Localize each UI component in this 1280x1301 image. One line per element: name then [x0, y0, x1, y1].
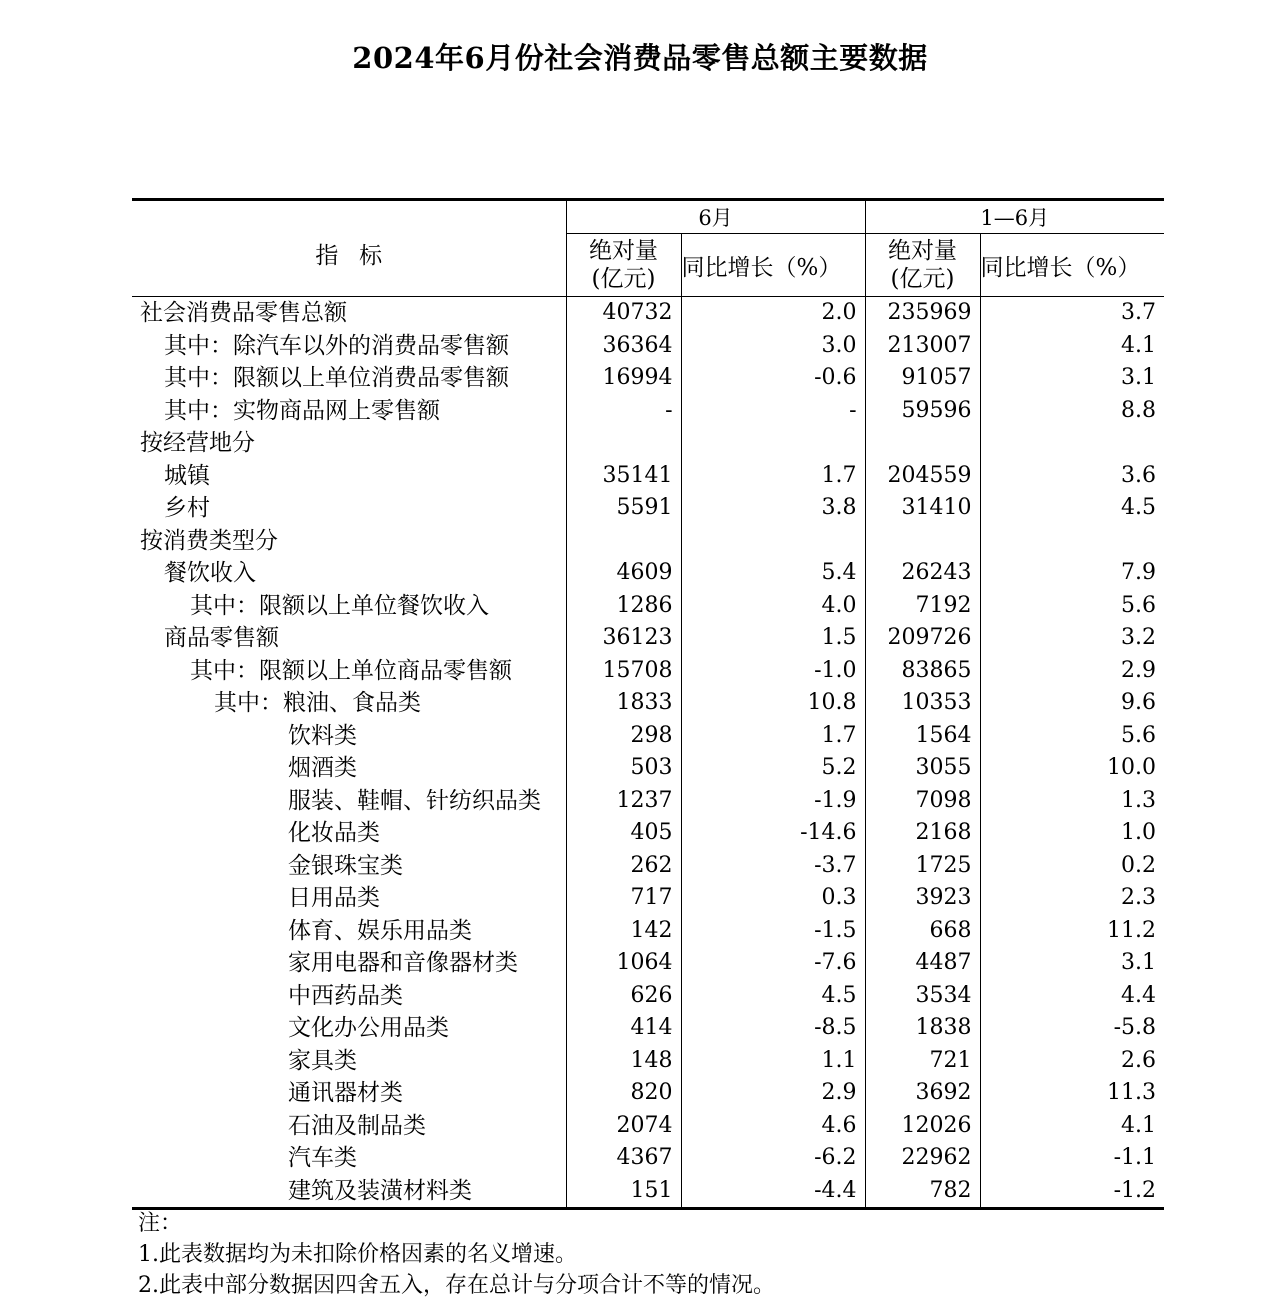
cell-june-yoy: 3.8: [681, 492, 865, 525]
table-row: [132, 1142, 1164, 1175]
table-row: [132, 330, 1164, 363]
cell-june-yoy: -4.4: [681, 1175, 865, 1209]
cell-cumulative-yoy: 3.7: [1121, 300, 1157, 326]
table-row: [132, 915, 1164, 948]
cell-cumulative-absolute: 668: [865, 915, 980, 948]
column-header-cumulative-yoy: 同比增长（%）: [980, 234, 1164, 297]
row-label: 餐饮收入: [132, 557, 566, 590]
row-label: 乡村: [132, 492, 566, 525]
cell-june-absolute: 5591: [566, 492, 681, 525]
table-row: [132, 557, 1164, 590]
row-label: 文化办公用品类: [132, 1012, 566, 1045]
row-label: 其中：除汽车以外的消费品零售额: [132, 330, 566, 363]
column-group-jan-jun: 1—6月: [865, 200, 1164, 234]
cell-june-yoy: -1.5: [681, 915, 865, 948]
cell-cumulative-yoy: 11.3: [1107, 1080, 1157, 1106]
cell-june-absolute: 820: [566, 1077, 681, 1110]
cell-cumulative-absolute: 204559: [865, 460, 980, 493]
cell-cumulative-absolute: 3923: [865, 882, 980, 915]
cell-june-absolute: 1833: [566, 687, 681, 720]
table-row: [132, 1110, 1164, 1143]
row-label: 社会消费品零售总额: [132, 297, 566, 330]
cell-cumulative-absolute: 83865: [865, 655, 980, 688]
table-row: [132, 947, 1164, 980]
row-label: 商品零售额: [132, 622, 566, 655]
cell-cumulative-absolute: 213007: [865, 330, 980, 363]
table-body: [132, 297, 1164, 1209]
row-label: 家用电器和音像器材类: [132, 947, 566, 980]
cell-cumulative-absolute: 721: [865, 1045, 980, 1078]
cell-cumulative-yoy: 1.0: [1121, 820, 1157, 846]
cell-cumulative-absolute: 3534: [865, 980, 980, 1013]
column-header-june-yoy: 同比增长（%）: [681, 234, 865, 297]
table-row: [132, 850, 1164, 883]
row-label: 按消费类型分: [132, 525, 566, 558]
row-label: 其中：限额以上单位消费品零售额: [132, 362, 566, 395]
cell-cumulative-yoy: 8.8: [1121, 397, 1157, 423]
table-row: [132, 720, 1164, 753]
cell-june-absolute: 262: [566, 850, 681, 883]
cell-cumulative-absolute: 31410: [865, 492, 980, 525]
cell-june-yoy: -1.9: [681, 785, 865, 818]
table-row: [132, 882, 1164, 915]
cell-cumulative-yoy: 0.2: [1121, 852, 1157, 878]
cell-june-yoy: -: [681, 395, 865, 428]
row-label: 饮料类: [132, 720, 566, 753]
row-label: 中西药品类: [132, 980, 566, 1013]
cell-cumulative-yoy: 4.1: [1121, 332, 1157, 358]
cell-june-absolute: 4367: [566, 1142, 681, 1175]
cell-june-absolute: 142: [566, 915, 681, 948]
cell-june-absolute: 35141: [566, 460, 681, 493]
cell-june-absolute: 1064: [566, 947, 681, 980]
cell-cumulative-absolute: 7098: [865, 785, 980, 818]
cell-cumulative-yoy: 4.4: [1121, 982, 1157, 1008]
cell-june-yoy: -0.6: [681, 362, 865, 395]
row-label: 其中：限额以上单位餐饮收入: [132, 590, 566, 623]
cell-june-absolute: 4609: [566, 557, 681, 590]
cell-cumulative-yoy: [980, 427, 1164, 460]
row-label: 通讯器材类: [132, 1077, 566, 1110]
cell-june-yoy: -14.6: [681, 817, 865, 850]
row-label: 其中：实物商品网上零售额: [132, 395, 566, 428]
row-label: 金银珠宝类: [132, 850, 566, 883]
row-label: 服装、鞋帽、针纺织品类: [132, 785, 566, 818]
cell-june-yoy: -8.5: [681, 1012, 865, 1045]
cell-june-absolute: 2074: [566, 1110, 681, 1143]
table-row: [132, 460, 1164, 493]
cell-cumulative-absolute: 2168: [865, 817, 980, 850]
cell-cumulative-yoy: 4.1: [1121, 1112, 1157, 1138]
cell-june-absolute: 405: [566, 817, 681, 850]
cell-june-yoy: [681, 427, 865, 460]
cell-cumulative-yoy: 3.6: [1121, 462, 1157, 488]
cell-june-absolute: [566, 427, 681, 460]
cell-june-yoy: 10.8: [681, 687, 865, 720]
notes-heading: 注：: [138, 1211, 183, 1236]
table-row: [132, 362, 1164, 395]
cell-cumulative-absolute: 1564: [865, 720, 980, 753]
cell-cumulative-absolute: 235969: [865, 297, 980, 330]
cell-june-yoy: 4.6: [681, 1110, 865, 1143]
cell-june-yoy: 1.7: [681, 720, 865, 753]
row-label: 日用品类: [132, 882, 566, 915]
cell-june-absolute: 40732: [566, 297, 681, 330]
cell-june-absolute: 626: [566, 980, 681, 1013]
cell-cumulative-absolute: 3692: [865, 1077, 980, 1110]
cell-june-yoy: -7.6: [681, 947, 865, 980]
cell-cumulative-absolute: [865, 525, 980, 558]
cell-cumulative-yoy: 2.6: [1121, 1047, 1157, 1073]
table-row: [132, 817, 1164, 850]
row-label: 城镇: [132, 460, 566, 493]
cell-cumulative-yoy: 3.2: [1121, 625, 1157, 651]
table-row: [132, 395, 1164, 428]
cell-june-absolute: 36123: [566, 622, 681, 655]
cell-june-absolute: [566, 525, 681, 558]
cell-cumulative-yoy: 3.1: [1121, 365, 1157, 391]
cell-cumulative-yoy: 9.6: [1121, 690, 1157, 716]
cell-cumulative-yoy: 11.2: [1107, 917, 1157, 943]
table-row: [132, 525, 1164, 558]
page-title: 2024年6月份社会消费品零售总额主要数据: [352, 41, 928, 75]
cell-cumulative-absolute: 59596: [865, 395, 980, 428]
cell-june-yoy: 0.3: [681, 882, 865, 915]
cell-june-absolute: 15708: [566, 655, 681, 688]
cell-cumulative-absolute: 1725: [865, 850, 980, 883]
table-row: [132, 980, 1164, 1013]
table-row: [132, 655, 1164, 688]
cell-cumulative-absolute: 10353: [865, 687, 980, 720]
cell-cumulative-absolute: 1838: [865, 1012, 980, 1045]
cell-june-yoy: 3.0: [681, 330, 865, 363]
table-row: [132, 1012, 1164, 1045]
cell-cumulative-absolute: 26243: [865, 557, 980, 590]
row-label: 建筑及装潢材料类: [132, 1175, 566, 1209]
row-label: 石油及制品类: [132, 1110, 566, 1143]
cell-june-absolute: 1237: [566, 785, 681, 818]
table-row: [132, 1175, 1164, 1209]
table-row: [132, 1045, 1164, 1078]
column-header-june-absolute: 绝对量 (亿元): [566, 234, 681, 297]
cell-cumulative-absolute: 782: [865, 1175, 980, 1209]
retail-sales-table: [132, 198, 1164, 1210]
table-row: [132, 687, 1164, 720]
table-row: [132, 492, 1164, 525]
row-label: 其中：限额以上单位商品零售额: [132, 655, 566, 688]
notes: [138, 1208, 775, 1301]
cell-cumulative-absolute: 22962: [865, 1142, 980, 1175]
cell-june-yoy: 1.1: [681, 1045, 865, 1078]
table-row: [132, 590, 1164, 623]
note-item: 1.此表数据均为未扣除价格因素的名义增速。: [138, 1242, 577, 1267]
cell-cumulative-yoy: -1.1: [1113, 1145, 1157, 1171]
cell-cumulative-yoy: [980, 525, 1164, 558]
table-row: [132, 785, 1164, 818]
cell-cumulative-yoy: 10.0: [1107, 755, 1157, 781]
note-item: 2.此表中部分数据因四舍五入，存在总计与分项合计不等的情况。: [138, 1273, 775, 1298]
cell-june-yoy: 5.4: [681, 557, 865, 590]
cell-june-absolute: 298: [566, 720, 681, 753]
row-label: 家具类: [132, 1045, 566, 1078]
cell-cumulative-yoy: 2.9: [1121, 657, 1157, 683]
cell-june-yoy: 2.0: [681, 297, 865, 330]
cell-june-absolute: 151: [566, 1175, 681, 1209]
row-label: 其中：粮油、食品类: [132, 687, 566, 720]
cell-june-yoy: 1.7: [681, 460, 865, 493]
cell-cumulative-yoy: 5.6: [1121, 722, 1157, 748]
cell-june-yoy: -1.0: [681, 655, 865, 688]
cell-june-absolute: 1286: [566, 590, 681, 623]
cell-june-yoy: 4.0: [681, 590, 865, 623]
cell-cumulative-absolute: 91057: [865, 362, 980, 395]
cell-cumulative-yoy: -5.8: [1113, 1015, 1157, 1041]
cell-june-yoy: [681, 525, 865, 558]
cell-cumulative-absolute: 12026: [865, 1110, 980, 1143]
cell-cumulative-yoy: 1.3: [1121, 787, 1157, 813]
cell-cumulative-absolute: 209726: [865, 622, 980, 655]
table-row: [132, 752, 1164, 785]
cell-june-yoy: -6.2: [681, 1142, 865, 1175]
column-header-indicator: 指标: [132, 200, 566, 297]
row-label: 按经营地分: [132, 427, 566, 460]
row-label: 化妆品类: [132, 817, 566, 850]
cell-cumulative-absolute: 4487: [865, 947, 980, 980]
row-label: 体育、娱乐用品类: [132, 915, 566, 948]
cell-june-absolute: 717: [566, 882, 681, 915]
cell-june-absolute: 16994: [566, 362, 681, 395]
cell-cumulative-yoy: 4.5: [1121, 495, 1157, 521]
cell-cumulative-absolute: 7192: [865, 590, 980, 623]
table-row: [132, 1077, 1164, 1110]
row-label: 汽车类: [132, 1142, 566, 1175]
cell-june-yoy: 4.5: [681, 980, 865, 1013]
cell-cumulative-absolute: 3055: [865, 752, 980, 785]
row-label: 烟酒类: [132, 752, 566, 785]
cell-cumulative-yoy: 3.1: [1121, 950, 1157, 976]
table-row: [132, 622, 1164, 655]
cell-june-absolute: 414: [566, 1012, 681, 1045]
table-row: [132, 297, 1164, 330]
cell-cumulative-yoy: -1.2: [980, 1175, 1164, 1209]
cell-cumulative-yoy: 2.3: [1121, 885, 1157, 911]
cell-june-yoy: 5.2: [681, 752, 865, 785]
cell-june-absolute: -: [566, 395, 681, 428]
cell-cumulative-yoy: 5.6: [1121, 592, 1157, 618]
cell-cumulative-absolute: [865, 427, 980, 460]
column-group-june: 6月: [566, 200, 865, 234]
table-row: [132, 427, 1164, 460]
cell-june-absolute: 503: [566, 752, 681, 785]
cell-cumulative-yoy: 7.9: [1121, 560, 1157, 586]
cell-june-absolute: 148: [566, 1045, 681, 1078]
column-header-cumulative-absolute: 绝对量 (亿元): [865, 234, 980, 297]
cell-june-yoy: 2.9: [681, 1077, 865, 1110]
cell-june-absolute: 36364: [566, 330, 681, 363]
cell-june-yoy: -3.7: [681, 850, 865, 883]
cell-june-yoy: 1.5: [681, 622, 865, 655]
